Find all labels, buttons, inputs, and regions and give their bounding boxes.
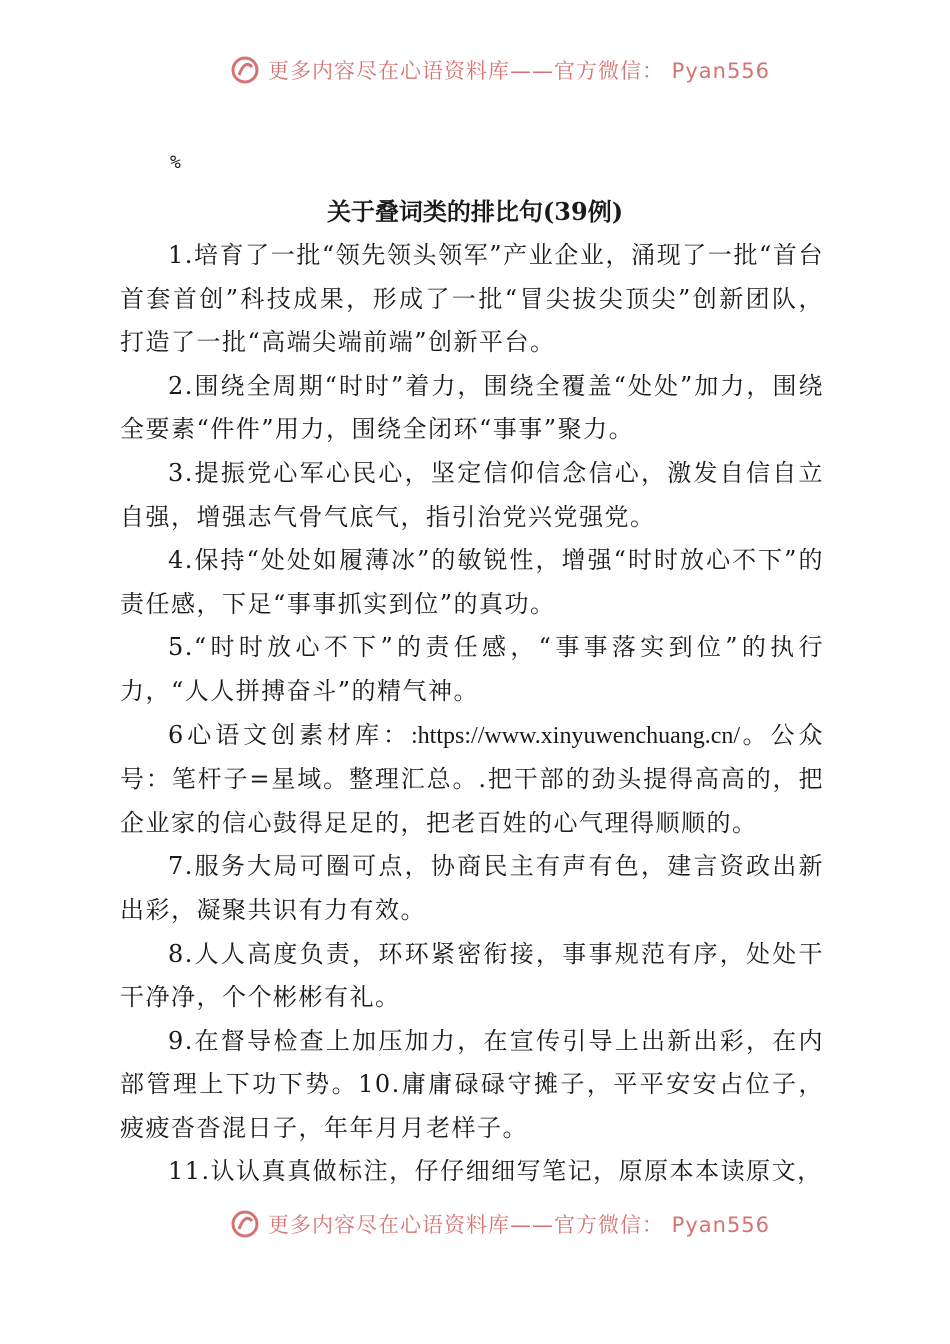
watermark-header <box>230 52 770 88</box>
watermark-text: 更多内容尽在心语资料库——官方微信： Pyan556 <box>268 1213 771 1237</box>
source-url-link[interactable]: :https://www.xinyuwenchuang.cn/ <box>411 722 741 749</box>
paragraph-8: 8.人人高度负责，环环紧密衔接，事事规范有序，处处干干净净，个个彬彬有礼。 <box>120 939 824 1012</box>
brand-logo-icon <box>230 1209 260 1239</box>
paragraph-6-suffix: 。公众号：笔杆子=星域。整理汇总。.把干部的劲头提得高高的，把企业家的信心鼓得足足的，把老百姓的心气理得顺顺的。 <box>120 720 824 837</box>
paragraph-5: 5.“时时放心不下”的责任感，“事事落实到位”的执行力，“人人拼搏奋斗”的精气神。 <box>120 633 824 705</box>
document-title: 关于叠词类的排比句(39例) <box>326 197 624 226</box>
paragraph-3: 3.提振党心军心民心，坚定信仰信念信心，激发自信自立自强，增强志气骨气底气，指引治党兴党强党。 <box>120 458 824 531</box>
watermark-footer <box>230 1206 770 1242</box>
paragraph-2: 2.围绕全周期“时时”着力，围绕全覆盖“处处”加力，围绕全要素“件件”用力，围绕全闭环“事事”聚力。 <box>120 371 824 444</box>
brand-logo-icon <box>230 55 260 85</box>
document-body <box>120 234 824 1194</box>
watermark-text: 更多内容尽在心语资料库——官方微信： Pyan556 <box>268 59 771 83</box>
paragraph-6-prefix: 6心语文创素材库： <box>168 720 412 749</box>
paragraph-1: 1.培育了一批“领先领头领军”产业企业，涌现了一批“首台首套首创”科技成果，形成了一批“冒尖拔尖顶尖”创新团队，打造了一批“高端尖端前端”创新平台。 <box>120 241 824 357</box>
paragraph-4: 4.保持“处处如履薄冰”的敏锐性，增强“时时放心不下”的责任感，下足“事事抓实到位”的真功。 <box>120 546 824 618</box>
paragraph-7: 7.服务大局可圈可点，协商民主有声有色，建言资政出新出彩，凝聚共识有力有效。 <box>120 852 824 924</box>
header-mark: % <box>170 152 181 173</box>
paragraph-9: 9.在督导检查上加压加力，在宣传引导上出新出彩，在内部管理上下功下势。10.庸庸碌碌守摊子，平平安安占位子，疲疲沓沓混日子，年年月月老样子。 <box>120 1026 824 1142</box>
paragraph-6 <box>120 714 824 846</box>
paragraph-11: 11.认认真真做标注，仔仔细细写笔记，原原本本读原文， <box>168 1157 823 1186</box>
